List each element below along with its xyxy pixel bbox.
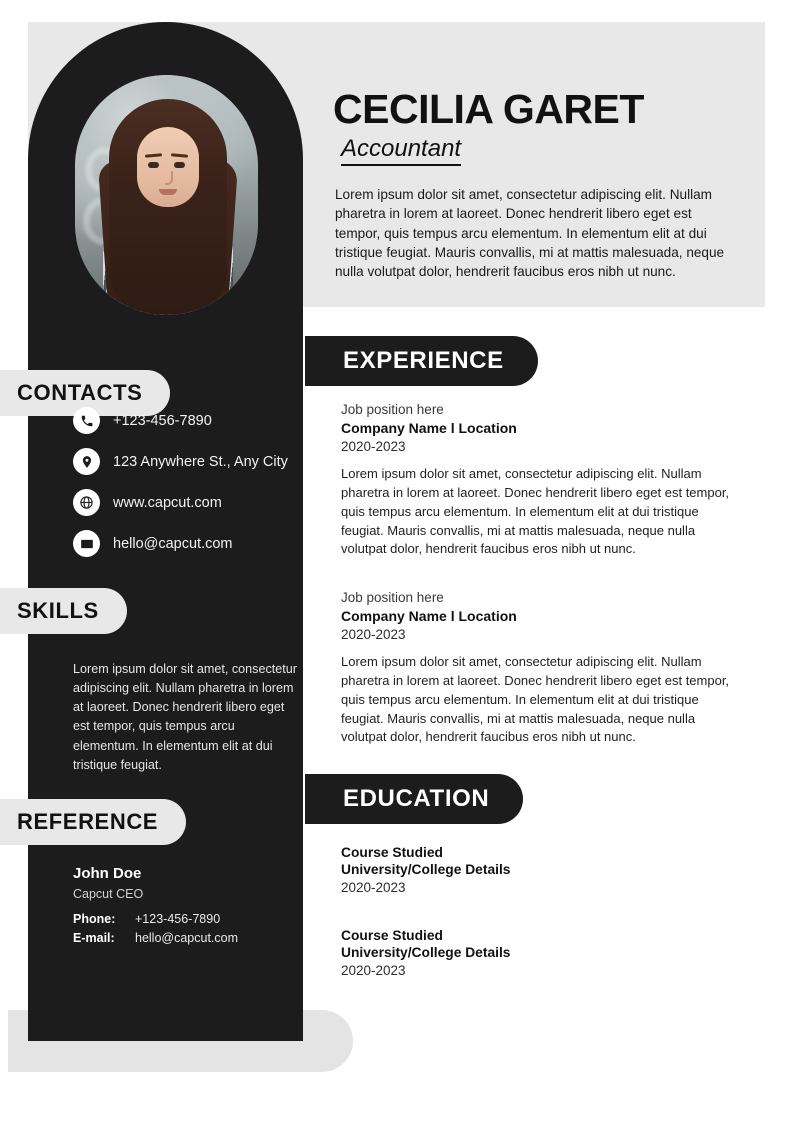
photo-background [75,75,258,315]
contact-item-address[interactable] [73,448,303,475]
left-sidebar [17,22,303,1041]
reference-role: Capcut CEO [73,887,144,901]
reference-phone-label: Phone: [73,912,116,926]
job-title: Accountant [341,136,461,166]
contact-item-phone[interactable] [73,407,303,434]
education-course: Course Studied [341,845,443,860]
education-school: University/College Details [341,945,511,960]
profile-photo [75,75,258,315]
reference-phone-value: +123-456-7890 [135,912,221,926]
experience-dates: 2020-2023 [341,627,406,642]
education-dates: 2020-2023 [341,963,406,978]
photo-face [137,127,199,207]
experience-company: Company Name l Location [341,420,517,436]
experience-item [341,402,733,559]
reference-name: John Doe [73,865,142,882]
skills-description: Lorem ipsum dolor sit amet, consectetur adipiscing elit. Nullam pharetra in lorem at laoreet. Donec hendrerit libero eget est tempor, quis tempus arcu elementum. In elementum elit at dui tristique feugiat. [73,662,297,772]
contact-phone-text: +123-456-7890 [113,412,212,429]
experience-item [341,590,733,747]
reference-block [73,865,303,950]
reference-email-label: E-mail: [73,931,115,945]
education-item [341,845,733,895]
section-heading-experience: EXPERIENCE [305,336,538,386]
profile-summary: Lorem ipsum dolor sit amet, consectetur adipiscing elit. Nullam pharetra in lorem at laoreet. Donec hendrerit libero eget est tempor, quis tempus arcu elementum. In elementum elit at dui tristique feugiat. Mauris convallis, mi at mattis malesuada, neque nulla volutpat dolor, hendrerit faucibus eros nibh ut nunc. [335,187,725,280]
contact-email-text: hello@capcut.com [113,535,233,552]
education-item [341,928,733,978]
experience-company: Company Name l Location [341,608,517,624]
education-school: University/College Details [341,862,511,877]
experience-description: Lorem ipsum dolor sit amet, consectetur adipiscing elit. Nullam pharetra in lorem at laoreet. Donec hendrerit libero eget est tempor, quis tempus arcu elementum. In elementum elit at dui tristique feugiat. Mauris convallis, mi at mattis malesuada, neque nulla volutpat dolor, hendrerit faucibus eros nibh ut nunc. [341,466,730,557]
experience-description: Lorem ipsum dolor sit amet, consectetur adipiscing elit. Nullam pharetra in lorem at laoreet. Donec hendrerit libero eget est tempor, quis tempus arcu elementum. In elementum elit at dui tristique feugiat. Mauris convallis, mi at mattis malesuada, neque nulla volutpat dolor, hendrerit faucibus eros nibh ut nunc. [341,654,730,745]
envelope-icon [73,530,100,557]
section-heading-contacts: CONTACTS [0,370,170,416]
education-dates: 2020-2023 [341,880,406,895]
photo-eye-left [148,162,159,168]
experience-position: Job position here [341,402,444,417]
reference-phone-row [73,912,303,926]
contact-list [73,407,303,571]
experience-dates: 2020-2023 [341,439,406,454]
experience-position: Job position here [341,590,444,605]
reference-email-row [73,931,303,945]
phone-icon [73,407,100,434]
location-pin-icon [73,448,100,475]
section-heading-skills: SKILLS [0,588,127,634]
contact-item-website[interactable] [73,489,303,516]
photo-eye-right [174,162,185,168]
reference-email-value: hello@capcut.com [135,931,239,945]
contact-website-text: www.capcut.com [113,494,222,511]
contact-item-email[interactable] [73,530,303,557]
education-course: Course Studied [341,928,443,943]
page-title: CECILIA GARET [333,86,644,132]
section-heading-reference: REFERENCE [0,799,186,845]
globe-icon [73,489,100,516]
contact-address-text: 123 Anywhere St., Any City [113,453,288,470]
section-heading-education: EDUCATION [305,774,523,824]
